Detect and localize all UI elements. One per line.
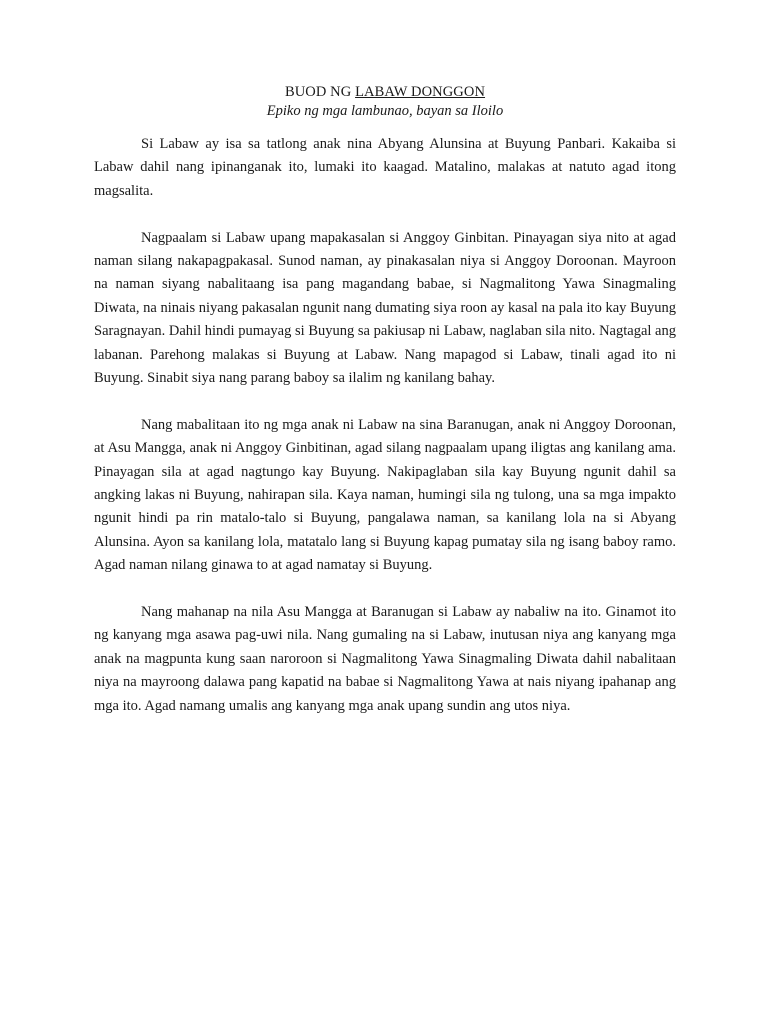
document-subtitle: Epiko ng mga lambunao, bayan sa Iloilo (266, 103, 504, 119)
paragraph-1: Si Labaw ay isa sa tatlong anak nina Abyang Alunsina at Buyung Panbari. Kakaiba si Labaw dahil nang ipinanganak ito, lumaki ito kaagad. Matalino, malakas at natuto agad itong magsalita. (94, 136, 676, 199)
paragraph-3: Nang mabalitaan ito ng mga anak ni Labaw na sina Baranugan, anak ni Anggoy Doroonan, at Asu Mangga, anak ni Anggoy Ginbitinan, agad silang nagpaalam upang iligtas ang kanilang ama. Pinayagan sila at agad nagtungo kay Buyung. Nakipaglaban sila kay Buyung ngunit dahil sa angking lakas ni Buyung, nahirapan sila. Kaya naman, humingi sila ng tulong, una sa mga impakto ngunit hindi pa rin matalo-talo si Buyung, pangalawa naman, sa kanilang lola na si Abyang Alunsina. Ayon sa kanilang lola, matatalo lang si Buyung kapag pumatay sila ng isang baboy ramo. Agad naman nilang ginawa to at agad namatay si Buyung. (94, 416, 676, 574)
document-body (94, 83, 676, 742)
paragraph-4: Nang mahanap na nila Asu Mangga at Baranugan si Labaw ay nabaliw na ito. Ginamot ito ng kanyang mga asawa pag-uwi nila. Nang gumaling na si Labaw, inutusan niya ang kanyang mga anak na magpunta kung saan naroroon si Nagmalitong Yawa Sinagmaling Diwata dahil nabalitaan niya na mayroong dalawa pang kapatid na babae si Nagmalitong Yawa at nais niyang ipahanap ang mga ito. Agad namang umalis ang kanyang mga anak upang sundin ang utos niya. (94, 604, 676, 714)
paragraph-2: Nagpaalam si Labaw upang mapakasalan si Anggoy Ginbitan. Pinayagan siya nito at agad naman silang nakapagpakasal. Sunod naman, ay pinakasalan niya si Anggoy Doroonan. Mayroon na naman siyang nabalitaang isa pang magandang babae, si Nagmalitong Yawa Sinagmaling Diwata, na ninais niyang pakasalan ngunit nang dumating siya roon ay kasal na pala ito kay Buyung Saragnayan. Dahil hindi pumayag si Buyung sa pakiusap ni Labaw, naglaban sila nito. Nagtagal ang labanan. Parehong malakas si Buyung at Labaw. Nang mapagod si Labaw, tinali agad ito ni Buyung. Sinabit siya nang parang baboy sa ilalim ng kanilang bahay. (94, 229, 676, 387)
document-title (94, 83, 676, 102)
title-underlined: LABAW DONGGON (355, 84, 486, 100)
title-prefix: BUOD NG (284, 84, 356, 100)
title-block (94, 83, 676, 121)
